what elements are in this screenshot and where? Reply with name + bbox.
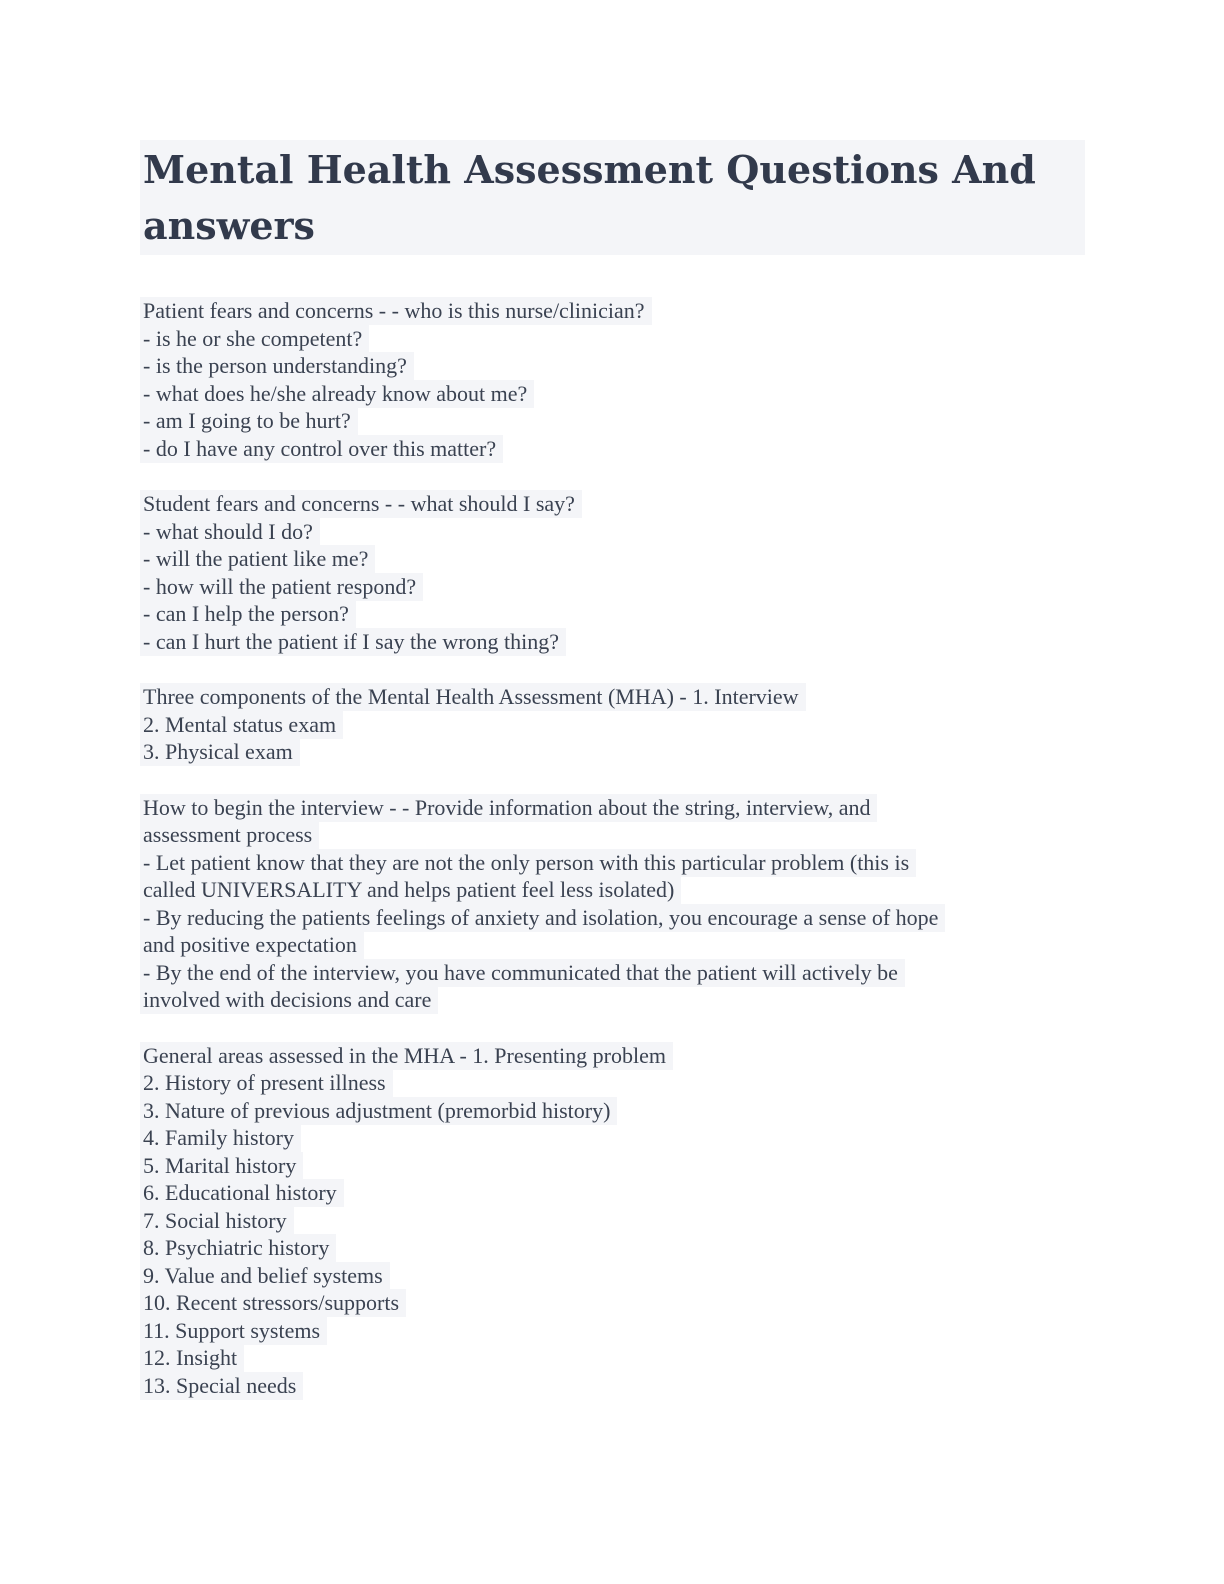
text-line [140,1124,1100,1152]
text-line [140,352,1100,380]
highlighted-text: General areas assessed in the MHA - 1. Presenting problem [140,1042,673,1070]
text-line [140,738,1100,766]
text-line [140,794,1100,822]
highlighted-text: - is he or she competent? [140,325,369,353]
highlighted-text: 7. Social history [140,1207,294,1235]
text-line [140,876,1100,904]
highlighted-text: Three components of the Mental Health Assessment (MHA) - 1. Interview [140,683,806,711]
text-line [140,1289,1100,1317]
highlighted-text: 5. Marital history [140,1152,303,1180]
text-line [140,959,1100,987]
highlighted-text: - is the person understanding? [140,352,414,380]
text-line [140,931,1100,959]
highlighted-text: 2. History of present illness [140,1069,393,1097]
text-line [140,904,1100,932]
highlighted-text: involved with decisions and care [140,986,438,1014]
highlighted-text: - what does he/she already know about me? [140,380,534,408]
text-line [140,628,1100,656]
text-line [140,1317,1100,1345]
highlighted-text: 4. Family history [140,1124,301,1152]
highlighted-text: - what should I do? [140,518,320,546]
text-line [140,1344,1100,1372]
text-line [140,545,1100,573]
highlighted-text: 11. Support systems [140,1317,327,1345]
text-line [140,1152,1100,1180]
highlighted-text: - can I help the person? [140,600,356,628]
text-line [140,1262,1100,1290]
highlighted-text: - Let patient know that they are not the only person with this particular problem (this is [140,849,916,877]
highlighted-text: - how will the patient respond? [140,573,423,601]
highlighted-text: - do I have any control over this matter? [140,435,503,463]
highlighted-text: - will the patient like me? [140,545,375,573]
text-line [140,380,1100,408]
highlighted-text: 9. Value and belief systems [140,1262,390,1290]
text-line [140,600,1100,628]
paragraph [140,297,1100,462]
text-line [140,435,1100,463]
paragraph [140,490,1100,655]
text-line [140,821,1100,849]
highlighted-text: 3. Physical exam [140,738,300,766]
highlighted-text: 6. Educational history [140,1179,344,1207]
highlighted-text: 12. Insight [140,1344,244,1372]
paragraph [140,683,1100,766]
text-line [140,1234,1100,1262]
highlighted-text: Patient fears and concerns - - who is this nurse/clinician? [140,297,652,325]
highlighted-text: 2. Mental status exam [140,711,343,739]
text-line [140,1097,1100,1125]
highlighted-text: assessment process [140,821,319,849]
highlighted-text: - By reducing the patients feelings of anxiety and isolation, you encourage a sense of hope [140,904,945,932]
text-line [140,518,1100,546]
highlighted-text: 13. Special needs [140,1372,303,1400]
text-line [140,325,1100,353]
document-title [140,140,1085,255]
highlighted-text: 8. Psychiatric history [140,1234,336,1262]
text-line [140,986,1100,1014]
text-line [140,1372,1100,1400]
title-line-1: Mental Health Assessment Questions And [143,147,1036,192]
text-line [140,683,1100,711]
highlighted-text: - can I hurt the patient if I say the wrong thing? [140,628,566,656]
highlighted-text: How to begin the interview - - Provide information about the string, interview, and [140,794,877,822]
text-line [140,573,1100,601]
highlighted-text: - By the end of the interview, you have communicated that the patient will actively be [140,959,905,987]
highlighted-text: Student fears and concerns - - what should I say? [140,490,582,518]
text-line [140,407,1100,435]
document-body [140,297,1100,1427]
highlighted-text: 10. Recent stressors/supports [140,1289,406,1317]
text-line [140,711,1100,739]
highlighted-text: and positive expectation [140,931,364,959]
text-line [140,1042,1100,1070]
highlighted-text: called UNIVERSALITY and helps patient feel less isolated) [140,876,681,904]
highlighted-text: 3. Nature of previous adjustment (premorbid history) [140,1097,617,1125]
text-line [140,490,1100,518]
text-line [140,849,1100,877]
text-line [140,297,1100,325]
text-line [140,1207,1100,1235]
paragraph [140,794,1100,1014]
text-line [140,1179,1100,1207]
title-line-2: answers [143,203,315,248]
paragraph [140,1042,1100,1400]
text-line [140,1069,1100,1097]
highlighted-text: - am I going to be hurt? [140,407,358,435]
